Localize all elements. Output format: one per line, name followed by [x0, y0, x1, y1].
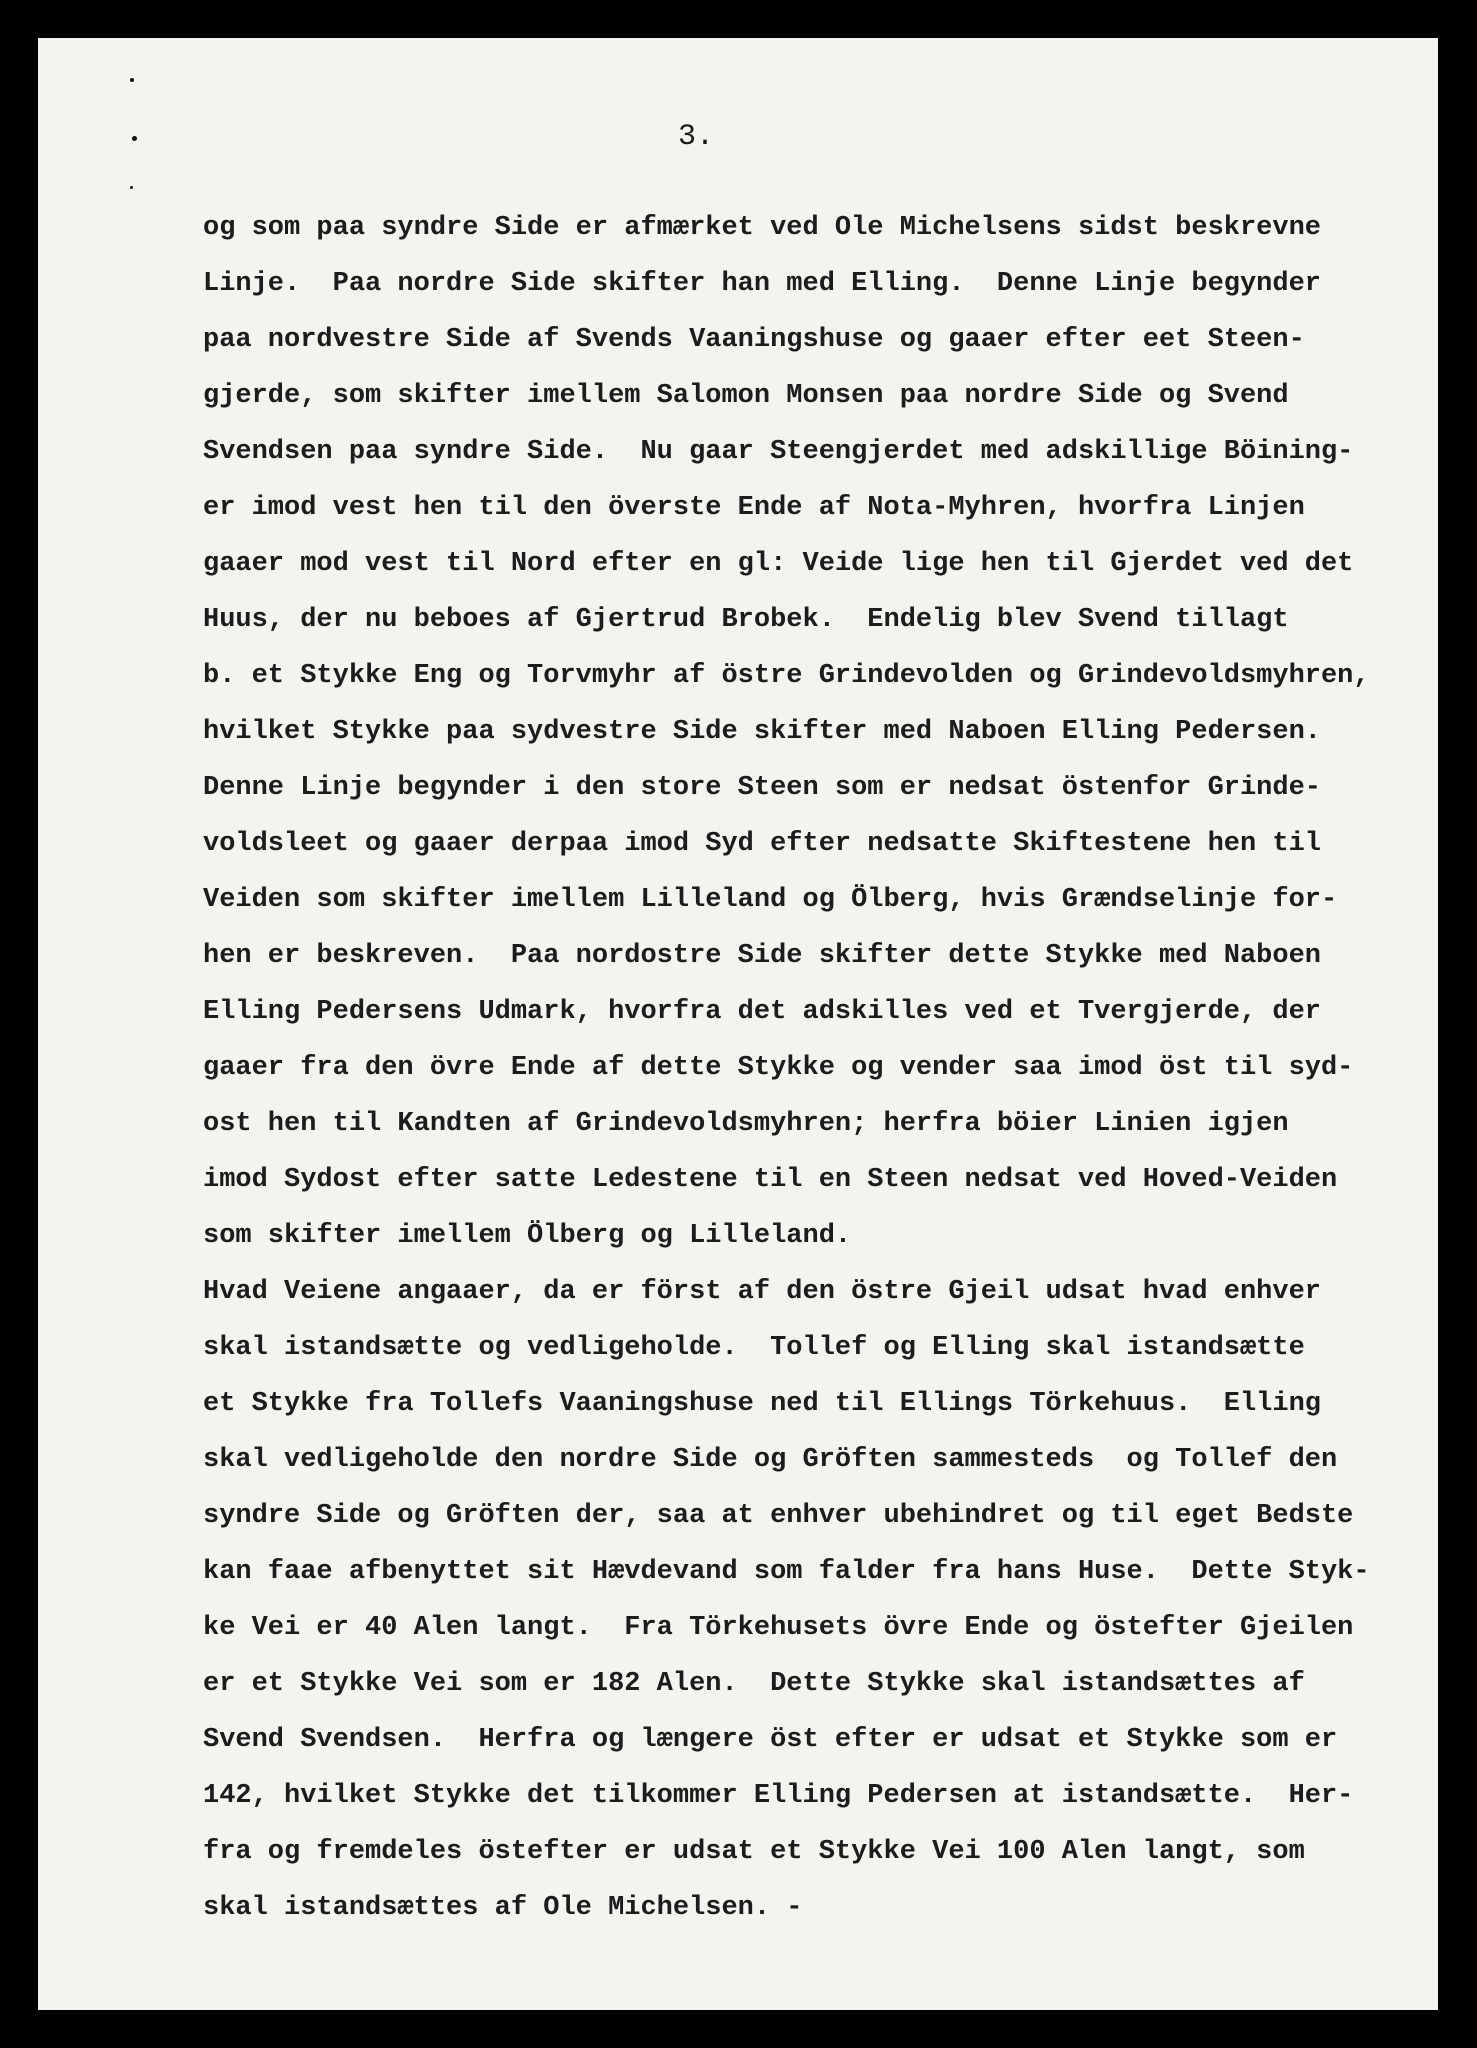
text-line: 142, hvilket Stykke det tilkommer Elling Pedersen at istandsætte. Her- — [203, 1781, 1354, 1811]
text-line: som skifter imellem Ölberg og Lilleland. — [203, 1221, 852, 1251]
text-line: Linje. Paa nordre Side skifter han med Elling. Denne Linje begynder — [203, 269, 1321, 299]
text-line: et Stykke fra Tollefs Vaaningshuse ned til Ellings Törkehuus. Elling — [203, 1389, 1321, 1419]
text-line: Elling Pedersens Udmark, hvorfra det adskilles ved et Tvergjerde, der — [203, 997, 1321, 1027]
text-line: paa nordvestre Side af Svends Vaaningshuse og gaaer efter eet Steen- — [203, 325, 1305, 355]
ink-speck — [130, 186, 133, 189]
text-line: ke Vei er 40 Alen langt. Fra Törkehusets övre Ende og östefter Gjeilen — [203, 1613, 1354, 1643]
text-line: er imod vest hen til den överste Ende af Nota-Myhren, hvorfra Linjen — [203, 493, 1305, 523]
text-line: Veiden som skifter imellem Lilleland og Ölberg, hvis Grændselinje for- — [203, 885, 1338, 915]
document-page — [38, 38, 1438, 2010]
text-line: skal vedligeholde den nordre Side og Gröften sammesteds og Tollef den — [203, 1445, 1338, 1475]
typed-text-body — [203, 200, 1438, 1936]
page-number: 3. — [678, 120, 715, 154]
text-line: syndre Side og Gröften der, saa at enhver ubehindret og til eget Bedste — [203, 1501, 1354, 1531]
text-line: voldsleet og gaaer derpaa imod Syd efter nedsatte Skiftestene hen til — [203, 829, 1321, 859]
text-line: fra og fremdeles östefter er udsat et Stykke Vei 100 Alen langt, som — [203, 1837, 1305, 1867]
text-line: gjerde, som skifter imellem Salomon Monsen paa nordre Side og Svend — [203, 381, 1289, 411]
ink-speck — [132, 136, 137, 141]
text-line: gaaer fra den övre Ende af dette Stykke og vender saa imod öst til syd- — [203, 1053, 1354, 1083]
text-line: b. et Stykke Eng og Torvmyhr af östre Grindevolden og Grindevoldsmyhren, — [203, 661, 1370, 691]
text-line: Hvad Veiene angaaer, da er först af den östre Gjeil udsat hvad enhver — [203, 1277, 1321, 1307]
text-line: Svend Svendsen. Herfra og længere öst efter er udsat et Stykke som er — [203, 1725, 1338, 1755]
text-line: Svendsen paa syndre Side. Nu gaar Steengjerdet med adskillige Böining- — [203, 437, 1354, 467]
text-line: hvilket Stykke paa sydvestre Side skifter med Naboen Elling Pedersen. — [203, 717, 1321, 747]
text-line: gaaer mod vest til Nord efter en gl: Veide lige hen til Gjerdet ved det — [203, 549, 1354, 579]
ink-speck — [130, 78, 134, 82]
text-line: skal istandsætte og vedligeholde. Tollef og Elling skal istandsætte — [203, 1333, 1305, 1363]
text-line: og som paa syndre Side er afmærket ved Ole Michelsens sidst beskrevne — [203, 213, 1321, 243]
text-line: skal istandsættes af Ole Michelsen. - — [203, 1893, 803, 1923]
text-line: Huus, der nu beboes af Gjertrud Brobek. Endelig blev Svend tillagt — [203, 605, 1289, 635]
text-line: ost hen til Kandten af Grindevoldsmyhren; herfra böier Linien igjen — [203, 1109, 1289, 1139]
text-line: imod Sydost efter satte Ledestene til en Steen nedsat ved Hoved-Veiden — [203, 1165, 1338, 1195]
text-line: Denne Linje begynder i den store Steen som er nedsat östenfor Grinde- — [203, 773, 1321, 803]
text-line: er et Stykke Vei som er 182 Alen. Dette Stykke skal istandsættes af — [203, 1669, 1305, 1699]
text-line: hen er beskreven. Paa nordostre Side skifter dette Stykke med Naboen — [203, 941, 1321, 971]
text-line: kan faae afbenyttet sit Hævdevand som falder fra hans Huse. Dette Styk- — [203, 1557, 1370, 1587]
